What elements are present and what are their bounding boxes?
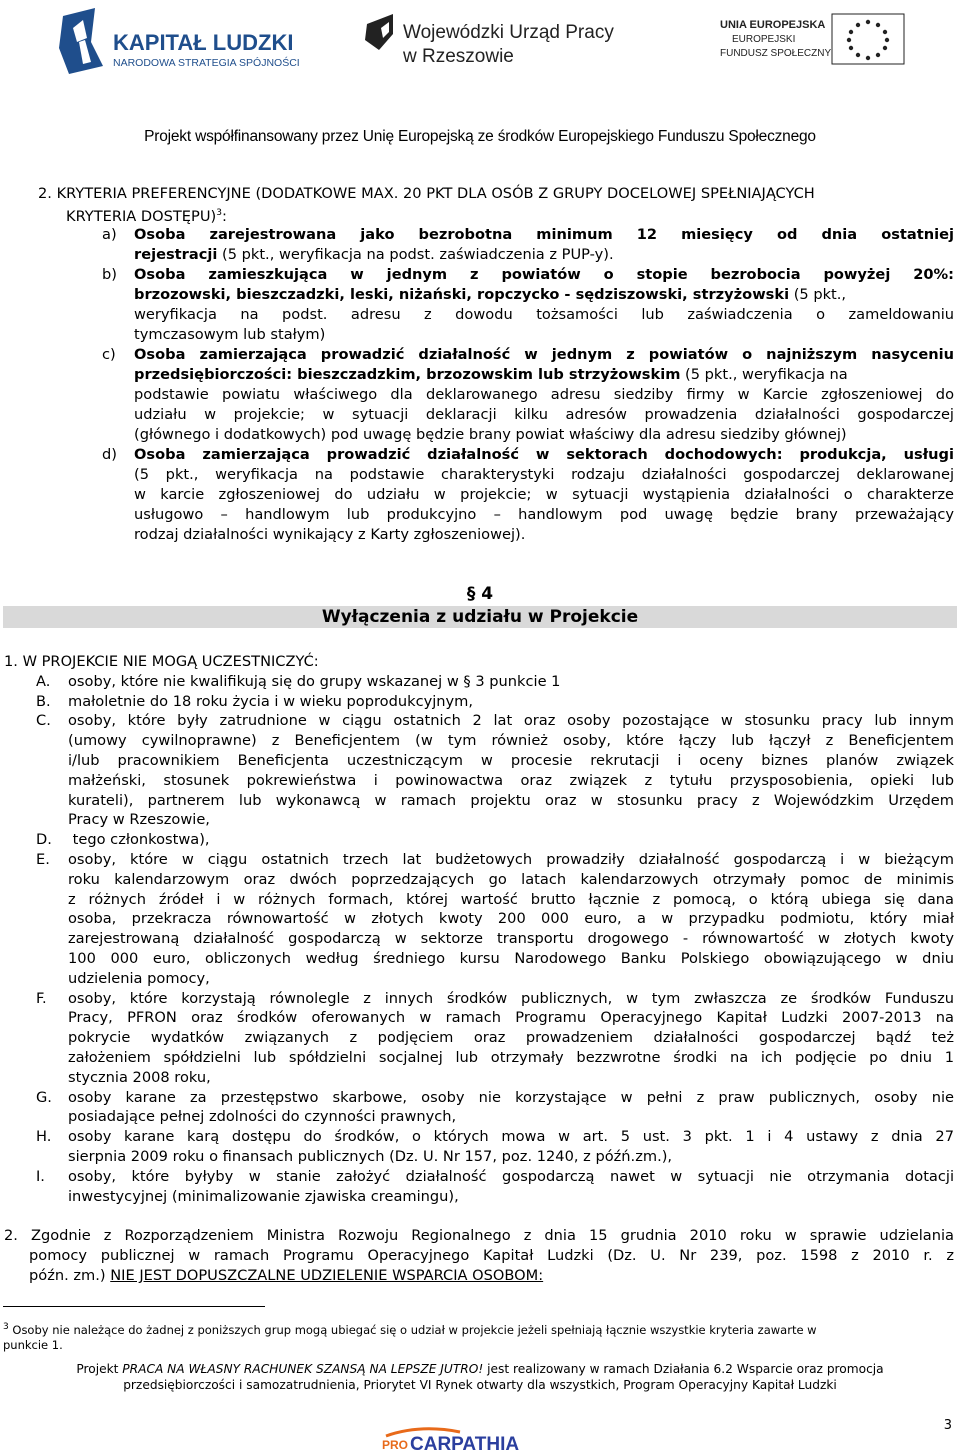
exclusion-letter: I.: [36, 1167, 45, 1185]
page-number: 3: [943, 1418, 952, 1433]
item-c-line4: udziału w projekcie; w sytuacji deklaracji kilku adresów prowadzenia działalności gospodarczej: [134, 406, 954, 423]
exclusion-line: i/lub pracownikiem Beneficjenta uczestniczącym w procesie rekrutacji i oceny biznes planów związek: [68, 752, 954, 769]
item-a-bold: Osoba zarejestrowana jako bezrobotna minimum 12 miesięcy od dnia ostatniej: [134, 226, 954, 243]
exclusion-line: roku kalendarzowym oraz dwóch poprzedzających go latach kalendarzowych otrzymały pomoc de minimis: [68, 870, 954, 888]
svg-text:KAPITAŁ LUDZKI: KAPITAŁ LUDZKI: [113, 30, 294, 55]
section-title: Wyłączenia z udziału w Projekcie: [321, 607, 639, 627]
exclusion-letter: H.: [36, 1128, 52, 1146]
exclusion-letter: C.: [36, 712, 51, 730]
exclusion-line: inwestycyjnej (minimalizowanie zjawiska creamingu),: [68, 1187, 459, 1205]
section-number: § 4: [466, 584, 494, 604]
item-c-line2: przedsiębiorczości: bieszczadzkim, brzozowskim lub strzyżowskim (5 pkt., weryfikacja na: [134, 366, 848, 383]
exclusion-line: małoletnie do 18 roku życia i w wieku poprodukcyjnym,: [68, 692, 474, 710]
header-logos: [0, 0, 960, 112]
item-a-letter: a): [102, 226, 117, 243]
svg-text:w Rzeszowie: w Rzeszowie: [403, 46, 514, 67]
exclusion-letter: B.: [36, 692, 51, 710]
exclusions-heading: 1. W PROJEKCIE NIE MOGĄ UCZESTNICZYĆ:: [4, 653, 319, 670]
exclusion-line: kurateli), partnerem lub wykonawcą w ramach projektu oraz w stosunku pracy z Wojewódzkim Urzędem: [68, 791, 954, 809]
item-d-line3: w karcie zgłoszeniowej do udziału w projekcie; w sytuacji wystąpienia działalności o charakterze: [134, 486, 954, 503]
svg-text:EUROPEJSKI: EUROPEJSKI: [732, 34, 796, 45]
svg-text:Wojewódzki Urząd Pracy: Wojewódzki Urząd Pracy: [403, 22, 614, 43]
point-2-line2: pomocy publicznej w ramach Programu Operacyjnego Kapitał Ludzki (Dz. U. Nr 239, poz. 1598 z 2010 r. z: [29, 1247, 954, 1264]
svg-text:PRO: PRO: [382, 1438, 409, 1452]
item-c-line3: podstawie powiatu właściwego dla deklarowanego adresu siedziby firmy w Karcie zgłoszeniowej do: [134, 386, 954, 403]
item-b-letter: b): [102, 266, 117, 283]
svg-text:CARPATHIA: CARPATHIA: [410, 1434, 520, 1452]
procarpathia-logo: [380, 1422, 550, 1452]
exclusion-line: zarejestrowaną działalność gospodarczą w sektorze transportu drogowego - równowartość w złotych kwoty: [68, 930, 954, 948]
item-b-line4: tymczasowym lub stałym): [134, 326, 326, 343]
exclusion-line: założeniem spółdzielni lub spółdzielni socjalnej lub otrzymały bezzwrotne środki na ich podjęcie po dniu 1: [68, 1049, 954, 1066]
exclusion-line: 100 000 euro, obliczonych według średniego kursu Narodowego Banku Polskiego obowiązującego w dniu: [68, 950, 954, 967]
exclusion-line: Pracy w Rzeszowie,: [68, 811, 210, 829]
exclusion-line: osoby, które nie kwalifikują się do grupy wskazanej w § 3 punkcie 1: [68, 672, 561, 690]
footnote-separator: [3, 1306, 265, 1307]
exclusion-letter: A.: [36, 672, 51, 690]
kapital-ludzki-logo: [55, 8, 305, 78]
exclusion-line: (umowy cywilnoprawne) z Beneficjentem (w tym również osoby, które łączy lub łączył z Beneficjentem: [68, 732, 954, 750]
exclusion-line: osoby, które korzystają równolegle z innych środków publicznych, w tym zwłaszcza ze środków Funduszu: [68, 989, 954, 1007]
exclusion-line: osoby karane za przestępstwo skarbowe, osoby nie korzystające w pełni z praw publicznych, osoby nie: [68, 1088, 954, 1106]
exclusion-line: osoby, które w ciągu ostatnich trzech lat budżetowych prowadziły działalność gospodarczą i w bieżącym: [68, 851, 954, 868]
eu-flag-logo: [720, 10, 920, 70]
exclusion-line: osoby, które byłyby w stanie założyć działalność gospodarczą nawet w sytuacji nie otrzymania dotacji: [68, 1167, 954, 1185]
footnote-ref: 3: [216, 208, 222, 218]
exclusion-letter: D.: [36, 831, 52, 849]
exclusion-letter: F.: [36, 989, 47, 1007]
exclusion-line: małżeński, stosunek pokrewieństwa i powinowactwa oraz związek z tytułu przysposobienia, opieki lub: [68, 771, 954, 789]
exclusion-line: tego członkostwa),: [68, 831, 210, 849]
exclusion-line: z różnych źródeł i w różnych formach, której wartość brutto łącznie z pomocą, o którą ubiega się dana: [68, 890, 954, 908]
exclusion-line: udzielenia pomocy,: [68, 969, 210, 987]
footer-text: Projekt PRACA NA WŁASNY RACHUNEK SZANSĄ NA LEPSZE JUTRO! jest realizowany w ramach Działania 6.2 Wsparcie oraz promocja przedsiębiorczości i samozatrudnienia, Priorytet VI Rynek otwarty dla wszystkich, Program Operacyjny Kapitał Ludzki: [76, 1362, 884, 1392]
exclusion-line: osoby karane karą dostępu do środków, o których mowa w art. 5 ust. 3 pkt. 1 i 4 ustawy z dnia 27: [68, 1128, 954, 1146]
exclusion-line: osoba, przekracza równowartość w złotych kwoty 200 000 euro, a w przypadku podmiotu, który miał: [68, 910, 954, 928]
exclusion-letter: G.: [36, 1088, 52, 1106]
svg-text:UNIA EUROPEJSKA: UNIA EUROPEJSKA: [720, 19, 826, 31]
item-b-line3: weryfikacja na podst. adresu z dowodu tożsamości lub zaświadczenia o zameldowaniu: [134, 306, 954, 323]
cofinancing-line: Projekt współfinansowany przez Unię Europejską ze środków Europejskiego Funduszu Społecznego: [144, 128, 816, 145]
item-d-bold: Osoba zamierzająca prowadzić działalność w sektorach dochodowych: produkcja, usługi: [134, 446, 954, 463]
item-a-line2: rejestracji (5 pkt., weryfikacja na podst. zaświadczenia z PUP-y).: [134, 246, 614, 263]
exclusion-line: osoby, które były zatrudnione w ciągu ostatnich 2 lat oraz osoby pozostające w stosunku pracy lub innym: [68, 712, 954, 730]
item-b-bold: Osoba zamieszkująca w jednym z powiatów o stopie bezrobocia powyżej 20%:: [134, 266, 954, 283]
exclusion-line: Pracy, PFRON oraz środków oferowanych w ramach Programu Operacyjnego Kapitał Ludzki 2007-2013 na: [68, 1009, 954, 1027]
svg-text:FUNDUSZ SPOŁECZNY: FUNDUSZ SPOŁECZNY: [720, 48, 832, 59]
underlined-statement: NIE JEST DOPUSZCZALNE UDZIELENIE WSPARCIA OSOBOM:: [110, 1267, 544, 1284]
item-d-line5: rodzaj działalności wynikający z Karty zgłoszeniowej).: [134, 526, 526, 543]
criteria-heading-cont: KRYTERIA DOSTĘPU)$^3$:: [66, 207, 227, 225]
exclusion-line: stycznia 2008 roku,: [68, 1068, 211, 1086]
item-d-line2: (5 pkt., weryfikacja na podstawie charakterystyki rodzaju działalności gospodarczej deklarowanej: [134, 466, 954, 483]
exclusion-letter: E.: [36, 851, 50, 868]
item-c-letter: c): [102, 346, 116, 363]
item-d-line4: usługowo – handlowym lub produkcyjno – handlowym pod uwagę będzie brany przeważający: [134, 506, 954, 523]
exclusion-line: posiadające pełnej zdolności do czynności prawnych,: [68, 1108, 457, 1126]
exclusion-line: sierpnia 2009 roku o finansach publicznych (Dz. U. Nr 157, poz. 1240, z późń.zm.),: [68, 1148, 673, 1165]
item-c-line5: (głównego i dodatkowych) pod uwagę będzie brany powiat właściwy dla adresu siedziby głównej): [134, 426, 847, 443]
footnote: $^3$ Osoby nie należące do żadnej z poniższych grup mogą ubiegać się o udział w projekcie jeżeli spełniają łącznie wszystkie kryteria zawarte w punkcie 1.: [3, 1322, 817, 1353]
item-b-line2: brzozowski, bieszczadzki, leski, niżański, ropczycko - sędziszowski, strzyżowski (5 pkt.,: [134, 286, 847, 303]
item-c-bold: Osoba zamierzająca prowadzić działalność w jednym z powiatów o najniższym nasyceniu: [134, 346, 954, 363]
exclusion-line: pokrycie wydatków związanych z podjęciem oraz prowadzeniem działalności gospodarczej bądź też: [68, 1029, 954, 1047]
point-2-line1: 2. Zgodnie z Rozporządzeniem Ministra Rozwoju Regionalnego z dnia 15 grudnia 2010 roku w sprawie udzielania: [4, 1227, 954, 1244]
point-2-line3: późn. zm.) NIE JEST DOPUSZCZALNE UDZIELENIE WSPARCIA OSOBOM:: [29, 1267, 544, 1284]
svg-text:NARODOWA STRATEGIA SPÓJNOŚCI: NARODOWA STRATEGIA SPÓJNOŚCI: [113, 57, 300, 69]
criteria-heading: 2. KRYTERIA PREFERENCYJNE (DODATKOWE MAX. 20 PKT DLA OSÓB Z GRUPY DOCELOWEJ SPEŁNIAJĄCYCH: [38, 185, 815, 202]
wup-rzeszow-logo: [363, 10, 633, 72]
item-d-letter: d): [102, 446, 117, 463]
